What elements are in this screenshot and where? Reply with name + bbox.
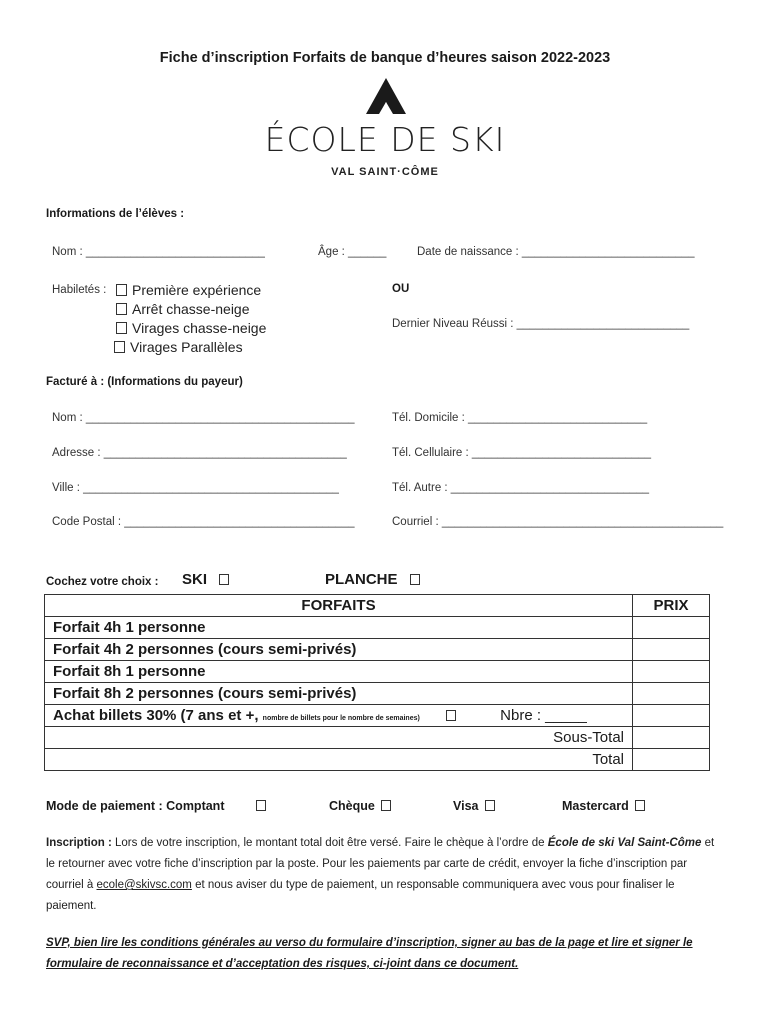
checkbox-icon[interactable] — [116, 284, 127, 296]
cell-phone-field[interactable]: Tél. Cellulaire : ____________________________ — [392, 447, 651, 459]
ticket-purchase-cell — [45, 705, 633, 727]
price-cell[interactable] — [633, 661, 710, 683]
payer-name-field[interactable]: Nom : __________________________________________ — [52, 412, 355, 424]
skill-option[interactable]: Virages chasse-neige — [116, 320, 266, 336]
table-row — [45, 661, 710, 683]
choice-label: Cochez votre choix : — [46, 576, 159, 588]
student-name-field[interactable]: Nom : ____________________________ — [52, 246, 265, 258]
table-row — [45, 639, 710, 661]
student-age-field[interactable]: Âge : ______ — [318, 246, 387, 258]
price-cell[interactable] — [633, 683, 710, 705]
package-label: Forfait 8h 2 personnes (cours semi-privés) — [45, 683, 633, 705]
skill-option[interactable]: Arrêt chasse-neige — [116, 301, 250, 317]
checkbox-icon[interactable] — [446, 710, 456, 721]
checkbox-icon[interactable] — [116, 303, 127, 315]
header-prix: PRIX — [633, 595, 710, 617]
subtotal-label: Sous-Total — [45, 727, 633, 749]
payer-heading: Facturé à : (Informations du payeur) — [46, 376, 243, 388]
mountain-logo-icon — [366, 78, 406, 114]
ski-option[interactable]: SKI — [182, 571, 229, 588]
table-row — [45, 683, 710, 705]
mastercard-option[interactable]: Mastercard — [562, 799, 645, 813]
cheque-option[interactable]: Chèque — [329, 799, 391, 813]
package-label: Forfait 4h 1 personne — [45, 617, 633, 639]
checkbox-icon[interactable] — [219, 574, 229, 585]
logo-sub-text: VAL SAINT·CÔME — [331, 166, 439, 178]
table-row — [45, 705, 710, 727]
page-title: Fiche d’inscription Forfaits de banque d’heures saison 2022-2023 — [159, 50, 611, 66]
checkbox-icon[interactable] — [485, 800, 495, 811]
home-phone-field[interactable]: Tél. Domicile : ____________________________ — [392, 412, 648, 424]
checkbox-icon[interactable] — [635, 800, 645, 811]
ticket-count-field[interactable]: Nbre : _____ — [500, 707, 587, 724]
header-forfaits: FORFAITS — [45, 595, 633, 617]
other-phone-field[interactable]: Tél. Autre : _______________________________ — [392, 482, 650, 494]
payment-mode-label: Mode de paiement : Comptant — [46, 799, 266, 813]
ticket-purchase-note: nombre de billets pour le nombre de semaines) — [262, 715, 420, 722]
habiletes-label: Habiletés : — [52, 284, 107, 296]
price-cell[interactable] — [633, 617, 710, 639]
price-cell[interactable] — [633, 705, 710, 727]
inscription-paragraph: Inscription : Lors de votre inscription, le montant total doit être versé. Faire le chèque à l’ordre de École de ski Val Saint-Côme et le retourner avec votre fiche d’inscription par la poste. Pour les paiements par carte de crédit, envoyer la fiche d’inscription par courriel à ecole@skivsc.com et nous aviser du type de paiement, un responsable communiquera avec vous pour finaliser le paiement. — [46, 837, 715, 912]
table-row — [45, 727, 710, 749]
or-label: OU — [392, 283, 410, 295]
skill-option[interactable]: Première expérience — [116, 282, 261, 298]
table-header-row — [45, 595, 710, 617]
cash-checkbox-icon[interactable] — [256, 800, 266, 811]
total-label: Total — [45, 749, 633, 771]
city-field[interactable]: Ville : ________________________________________ — [52, 482, 339, 494]
last-level-field[interactable]: Dernier Niveau Réussi : ___________________________ — [392, 318, 690, 330]
package-label: Forfait 4h 2 personnes (cours semi-privés) — [45, 639, 633, 661]
total-cell[interactable] — [633, 749, 710, 771]
packages-table — [44, 594, 710, 771]
table-row — [45, 617, 710, 639]
table-row — [45, 749, 710, 771]
package-label: Forfait 8h 1 personne — [45, 661, 633, 683]
price-cell[interactable] — [633, 639, 710, 661]
checkbox-icon[interactable] — [410, 574, 420, 585]
subtotal-cell[interactable] — [633, 727, 710, 749]
email-link[interactable]: ecole@skivsc.com — [96, 879, 192, 891]
checkbox-icon[interactable] — [381, 800, 391, 811]
email-field[interactable]: Courriel : ____________________________________________ — [392, 516, 724, 528]
skill-option[interactable]: Virages Parallèles — [114, 339, 243, 355]
conditions-notice: SVP, bien lire les conditions générales au verso du formulaire d’inscription, signer au bas de la page et lire et signer le formulaire de reconnaissance et d’acceptation des risques, ci-joint dans ce document. — [46, 937, 693, 970]
visa-option[interactable]: Visa — [453, 799, 495, 813]
postal-code-field[interactable]: Code Postal : ____________________________________ — [52, 516, 355, 528]
checkbox-icon[interactable] — [114, 341, 125, 353]
address-field[interactable]: Adresse : ______________________________________ — [52, 447, 347, 459]
checkbox-icon[interactable] — [116, 322, 127, 334]
student-dob-field[interactable]: Date de naissance : ___________________________ — [417, 246, 695, 258]
logo-main-text: ÉCOLE DE SKI — [264, 120, 506, 159]
ticket-purchase-label: Achat billets 30% (7 ans et +, — [53, 707, 259, 724]
students-heading: Informations de l’élèves : — [46, 208, 185, 220]
snowboard-option[interactable]: PLANCHE — [325, 571, 420, 588]
